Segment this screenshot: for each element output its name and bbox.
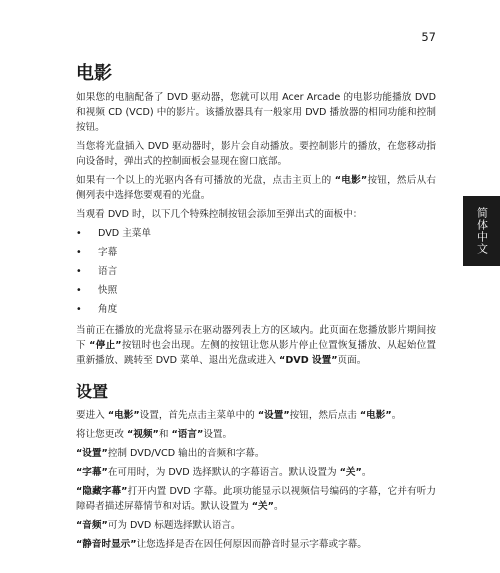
list-item: • 角度 bbox=[76, 302, 436, 317]
page-number: 57 bbox=[421, 30, 436, 44]
page-content bbox=[76, 60, 436, 556]
dvd-controls-list bbox=[76, 226, 436, 317]
language-side-tab bbox=[463, 196, 500, 266]
settings-heading: 设置 bbox=[76, 382, 109, 401]
movies-autoplay-paragraph: 当您将光盘插入 DVD 驱动器时，影片会自动播放。要控制影片的播放，在您移动指向设备时，弹出式的控制面板会显现在窗口底部。 bbox=[76, 141, 436, 167]
settings-audio-paragraph: “音频”可为 DVD 标题选择默认语言。 bbox=[76, 520, 241, 531]
movies-heading: 电影 bbox=[76, 63, 112, 84]
settings-closed-caption-paragraph: “隐藏字幕”打开内置 DVD 字幕。此项功能显示以视频信号编码的字幕，它并有听力障碍者描述屏幕情节和对话。默认设置为 “关”。 bbox=[76, 486, 436, 512]
movies-multi-drive-paragraph: 如果有一个以上的光驱内各有可播放的光盘，点击主页上的 “电影”按钮，然后从右侧列表中选择您要观看的光盘。 bbox=[76, 175, 436, 201]
list-item: • 快照 bbox=[76, 283, 436, 298]
list-item: • DVD 主菜单 bbox=[76, 226, 436, 241]
list-item: • 语言 bbox=[76, 264, 436, 279]
list-item: • 字幕 bbox=[76, 245, 436, 260]
settings-enter-paragraph: 要进入 “电影”设置，首先点击主菜单中的 “设置”按钮，然后点击 “电影”。 bbox=[76, 410, 402, 421]
settings-setup-paragraph: “设置”控制 DVD/VCD 输出的音频和字幕。 bbox=[76, 448, 265, 459]
movies-dvd-controls-paragraph: 当观看 DVD 时，以下几个特殊控制按钮会添加至弹出式的面板中： bbox=[76, 209, 363, 220]
settings-subtitle-paragraph: “字幕”在可用时，为 DVD 选择默认的字幕语言。默认设置为 “关”。 bbox=[76, 467, 372, 478]
language-side-tab-label: 简体中文 bbox=[475, 207, 489, 255]
settings-mute-display-paragraph: “静音时显示”让您选择是否在因任何原因而静音时显示字幕或字幕。 bbox=[76, 539, 367, 550]
movies-intro-paragraph: 如果您的电脑配备了 DVD 驱动器，您就可以用 Acer Arcade 的电影功能播放 DVD 和视频 CD (VCD) 中的影片。该播放器具有一般家用 DVD 播放器的相同功能和控制按钮。 bbox=[76, 92, 436, 133]
movies-current-disc-paragraph: 当前正在播放的光盘将显示在驱动器列表上方的区域内。此页面在您播放影片期间按下 “停止”按钮时也会出现。左侧的按钮让您从影片停止位置恢复播放、从起始位置重新播放、跳转至 DVD 菜单、退出光盘或进入 “DVD 设置”页面。 bbox=[76, 325, 436, 366]
settings-change-paragraph: 将让您更改 “视频”和 “语言”设置。 bbox=[76, 429, 233, 440]
